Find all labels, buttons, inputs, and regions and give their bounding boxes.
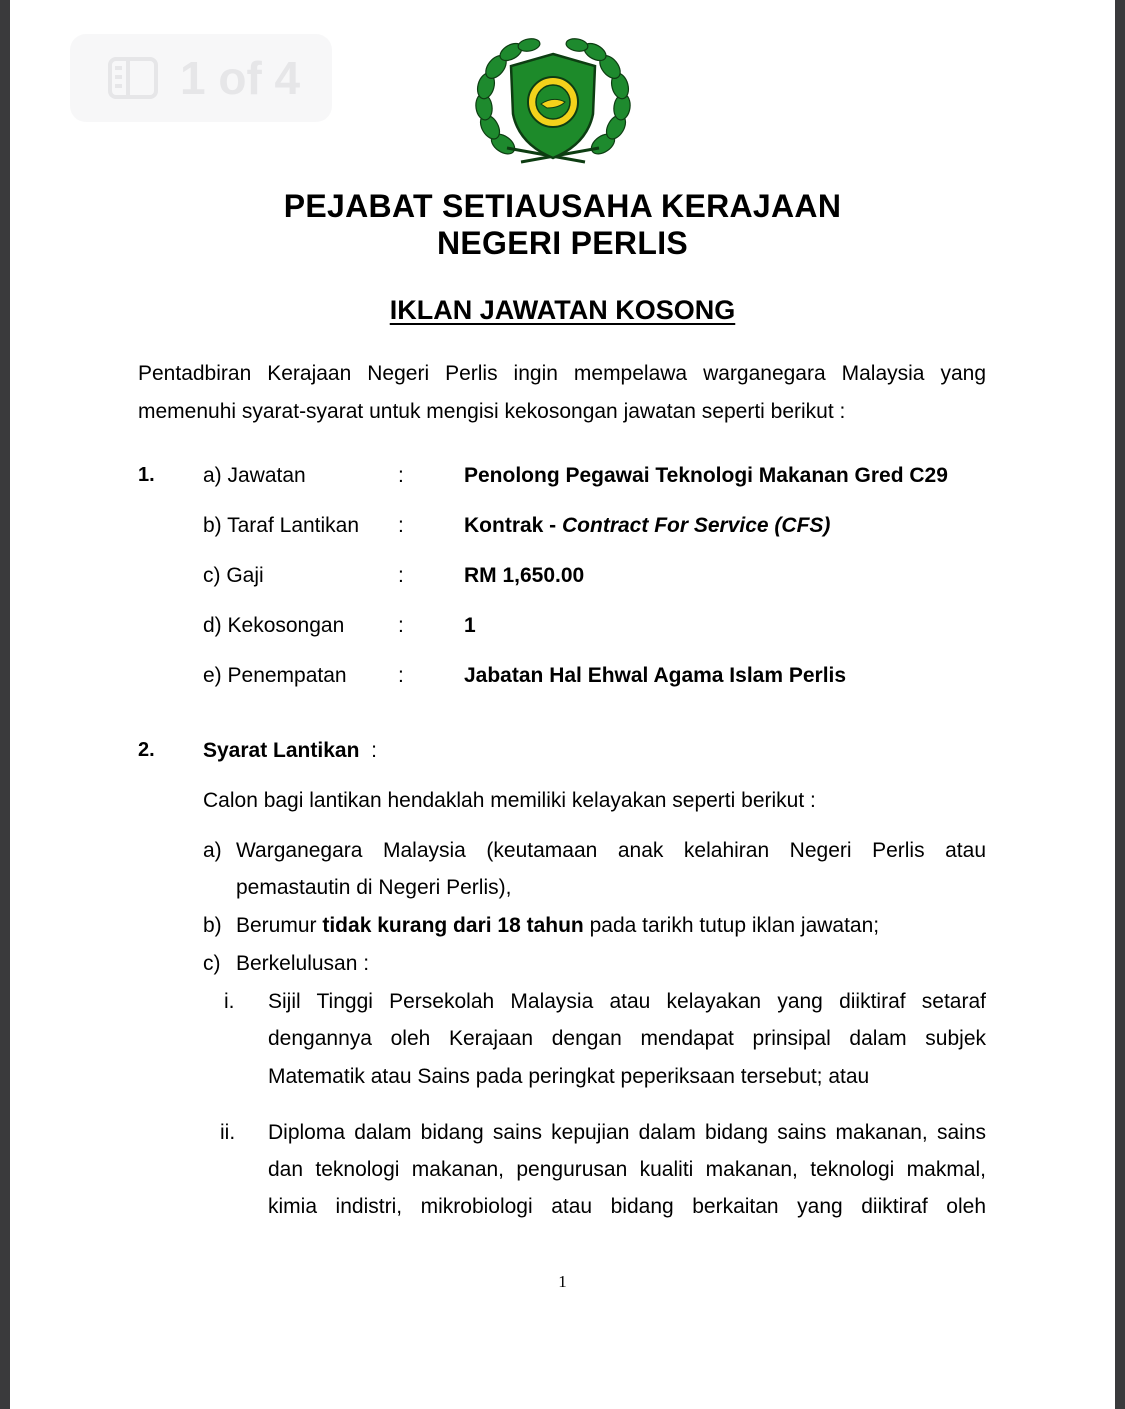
gaji-value: RM 1,650.00 <box>464 564 585 587</box>
penempatan-label: e) Penempatan <box>203 664 347 687</box>
sub-ii-line-1: Diploma dalam bidang sains kepujian dalam bidang sains makanan, sains <box>268 1121 986 1144</box>
perlis-crest-icon <box>473 36 633 166</box>
item-c-marker: c) <box>203 952 221 975</box>
jawatan-label: a) Jawatan <box>203 464 306 487</box>
sub-ii-line-3: kimia indistri, mikrobiologi atau bidang berkaitan yang diiktiraf oleh <box>268 1195 986 1218</box>
jawatan-value: Penolong Pegawai Teknologi Makanan Gred C29 <box>464 464 948 487</box>
intro-line-2: memenuhi syarat-syarat untuk mengisi kekosongan jawatan seperti berikut : <box>138 400 846 423</box>
section-2-number: 2. <box>138 739 155 761</box>
item-b-marker: b) <box>203 914 222 937</box>
document-pages-icon <box>108 57 158 99</box>
page-indicator-text: 1 of 4 <box>180 52 301 104</box>
document-page[interactable] <box>10 0 1115 1409</box>
sub-i-line-1: Sijil Tinggi Persekolah Malaysia atau kelayakan yang diiktiraf setaraf <box>268 990 986 1013</box>
section-1-number: 1. <box>138 464 155 486</box>
item-b-text: Berumur tidak kurang dari 18 tahun pada tarikh tutup iklan jawatan; <box>236 914 880 937</box>
kekosongan-label: d) Kekosongan <box>203 614 345 637</box>
kekosongan-value: 1 <box>464 614 476 637</box>
sub-i-line-2: dengannya oleh Kerajaan dengan mendapat prinsipal dalam subjek <box>268 1027 986 1050</box>
sub-i-marker: i. <box>224 990 235 1013</box>
sub-i-line-3: Matematik atau Sains pada peringkat peperiksaan tersebut; atau <box>268 1065 870 1088</box>
sub-ii-marker: ii. <box>220 1121 236 1144</box>
page-number: 1 <box>558 1272 567 1291</box>
intro-line-1: Pentadbiran Kerajaan Negeri Perlis ingin mempelawa warganegara Malaysia yang <box>138 362 986 385</box>
item-c-text: Berkelulusan : <box>236 952 370 975</box>
section-2-title: Syarat Lantikan : <box>203 739 377 762</box>
taraf-lantikan-value: Kontrak - Contract For Service (CFS) <box>464 514 831 537</box>
page-indicator[interactable] <box>70 34 332 122</box>
penempatan-colon: : <box>398 664 404 687</box>
section-2-intro: Calon bagi lantikan hendaklah memiliki kelayakan seperti berikut : <box>203 789 816 812</box>
penempatan-value: Jabatan Hal Ehwal Agama Islam Perlis <box>464 664 847 687</box>
gaji-label: c) Gaji <box>203 564 264 587</box>
document-title: IKLAN JAWATAN KOSONG <box>389 295 736 325</box>
header-line2: NEGERI PERLIS <box>436 225 689 261</box>
gaji-colon: : <box>398 564 404 587</box>
item-a-marker: a) <box>203 839 222 862</box>
taraf-lantikan-colon: : <box>398 514 404 537</box>
taraf-lantikan-label: b) Taraf Lantikan <box>203 514 360 537</box>
jawatan-colon: : <box>398 464 404 487</box>
kekosongan-colon: : <box>398 614 404 637</box>
header-line1: PEJABAT SETIAUSAHA KERAJAAN <box>283 188 842 224</box>
item-a-line-1: Warganegara Malaysia (keutamaan anak kelahiran Negeri Perlis atau <box>236 839 986 862</box>
sub-ii-line-2: dan teknologi makanan, pengurusan kualiti makanan, teknologi makmal, <box>268 1158 986 1181</box>
item-a-line-2: pemastautin di Negeri Perlis), <box>236 876 512 899</box>
